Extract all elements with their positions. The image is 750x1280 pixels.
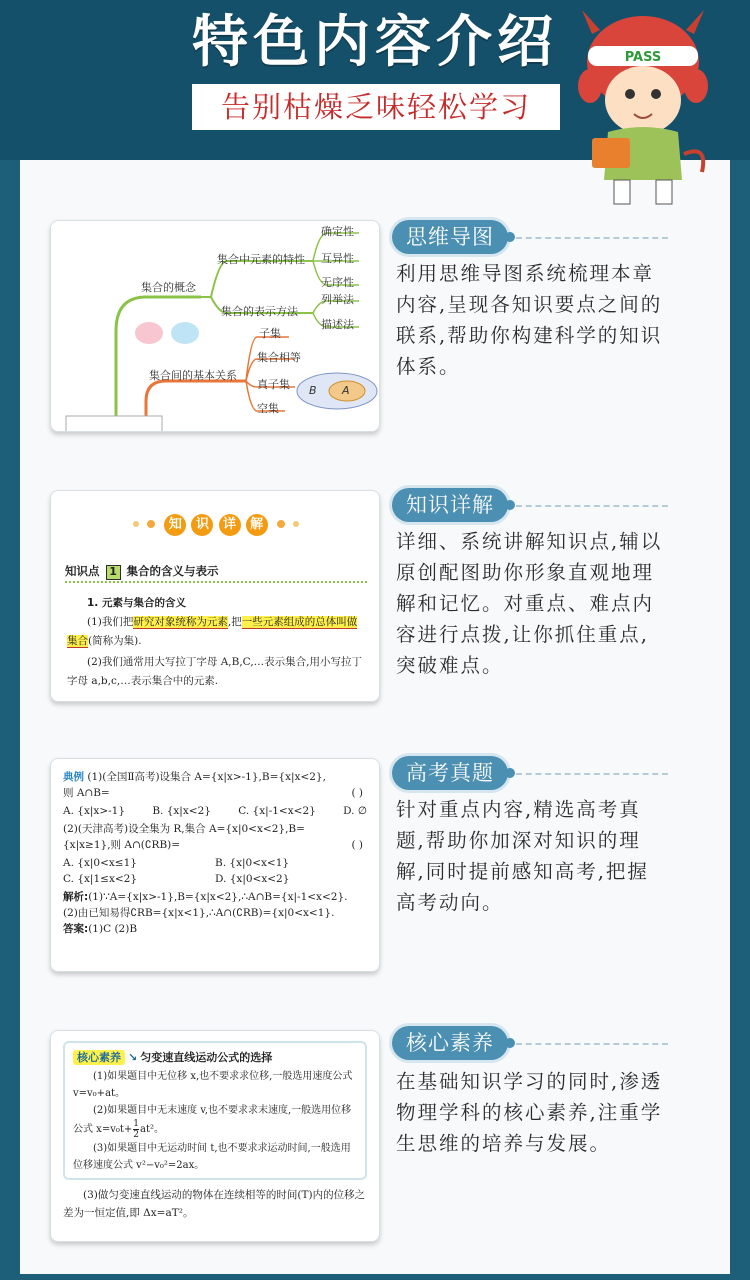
q2-blank: ( ): [351, 839, 363, 851]
arrow-icon: ↘: [128, 1051, 138, 1064]
highlight-term-3: 叫做集合: [67, 616, 358, 647]
solution-1: 解析:(1)∵A={x|x>-1},B={x|x<2},∴A∩B={x|-1<x<2}.: [63, 891, 348, 903]
banner-char: 解: [246, 514, 268, 536]
tag-dot: [505, 1038, 515, 1048]
kp-number: 1: [106, 565, 121, 580]
core-header: [73, 1049, 357, 1065]
pink-blob-icon: [135, 322, 163, 344]
mm-trait-3: 无序性: [321, 276, 354, 289]
mm-traits: 集合中元素的特性: [217, 253, 305, 266]
highlight-term-2: 一些元素组成的总体: [241, 616, 337, 628]
mindmap-root-box: [66, 416, 162, 432]
tag-divider: [516, 773, 668, 775]
banner-char: 知: [164, 514, 186, 536]
fraction: $\frac{1}{2}$: [133, 1119, 139, 1140]
mm-trait-1: 确定性: [321, 225, 354, 238]
trunk-line: [116, 297, 201, 421]
left-eye: [625, 89, 635, 99]
hat-badge-text: PASS: [624, 50, 662, 65]
tag-divider: [516, 1043, 668, 1045]
tag-dot: [505, 232, 515, 242]
mascot-illustration: [568, 4, 718, 214]
tag-divider: [516, 505, 668, 507]
kp-paragraph-2: (2)我们通常用大写拉丁字母 A,B,C,…表示集合,用小写拉丁字母 a,b,c,…表示集合中的元素.: [67, 656, 363, 687]
example-label: 典例: [63, 771, 84, 783]
banner-char: 详: [219, 514, 241, 536]
exam-description: 针对重点内容,精选高考真题,帮助你加深对知识的理解,同时提前感知高考,把握高考动向。: [396, 798, 649, 914]
tag-knowledge: 知识详解: [392, 488, 508, 522]
tag-divider: [516, 237, 668, 239]
mm-rel-4: 空集: [257, 402, 279, 415]
book: [592, 138, 630, 168]
knowledge-banner: [51, 513, 380, 536]
mindmap-card: [50, 220, 380, 432]
banner-dot-icon: [133, 521, 139, 527]
knowledge-card: [50, 490, 380, 702]
core-card: [50, 1030, 380, 1242]
mm-rel-2: 集合相等: [257, 351, 301, 364]
core-p2: (2)如果题目中无末速度 v,也不要求求末速度,一般选用位移公式 x=v₀t+ $\frac{1}{2}$ at²。: [73, 1105, 352, 1140]
mm-relation: 集合间的基本关系: [149, 369, 237, 382]
core-p3: (3)如果题目中无运动时间 t,也不要求求运动时间,一般选用位移速度公式 v²−v₀²=2ax。: [73, 1143, 351, 1171]
kp-title: 集合的含义与表示: [126, 564, 219, 578]
tag-mindmap: 思维导图: [392, 220, 508, 254]
mindmap-description: 利用思维导图系统梳理本章内容,呈现各知识要点之间的联系,帮助你构建科学的知识体系。: [396, 262, 663, 378]
face: [605, 66, 681, 134]
mm-concept: 集合的概念: [141, 281, 196, 294]
mm-trait-2: 互异性: [321, 252, 354, 265]
banner-dot-icon: [277, 520, 285, 528]
left-leg: [614, 180, 630, 204]
banner-dot-icon: [293, 521, 299, 527]
tag-core: 核心素养: [392, 1026, 508, 1060]
core-title: 匀变速直线运动公式的选择: [140, 1051, 273, 1064]
banner-char: 识: [191, 514, 213, 536]
core-p4: (3)做匀变速直线运动的物体在连续相等的时间(T)内的位移之差为一恒定值,即 Δx=aT²。: [63, 1189, 366, 1219]
kp-paragraph-1: (1)我们把研究对象统称为元素,把一些元素组成的总体叫做集合(简称为集).: [67, 616, 358, 647]
core-p1: (1)如果题目中无位移 x,也不要求求位移,一般选用速度公式 v=v₀+at。: [73, 1071, 353, 1099]
right-eye: [651, 89, 661, 99]
core-description: 在基础知识学习的同时,渗透物理学科的核心素养,注重学生思维的培养与发展。: [396, 1070, 663, 1155]
banner-dot-icon: [147, 520, 155, 528]
q2-options: A. {x|0<x≤1} B. {x|0<x<1} C. {x|1≤x<2} D. {x|0<x<2}: [63, 857, 290, 885]
left-horn: [582, 10, 600, 34]
mm-repr-1: 列举法: [321, 293, 354, 306]
kp-heading: [65, 563, 367, 583]
solution-2: (2)由已知易得∁RB={x|x<1},∴A∩(∁RB)={x|0<x<1}.: [63, 907, 335, 919]
knowledge-description: 详细、系统讲解知识点,辅以原创配图助你形象直观地理解和记忆。对重点、难点内容进行点拨,让你抓住重点,突破难点。: [396, 530, 663, 677]
right-leg: [656, 180, 672, 204]
tag-dot: [505, 768, 515, 778]
q1-text: 典例 (1)(全国Ⅱ高考)设集合 A={x|x>-1},B={x|x<2},则 A∩B= ( ): [63, 771, 363, 799]
mm-rel-3: 真子集: [257, 378, 290, 391]
right-horn: [686, 10, 704, 34]
page-subtitle: 告别枯燥乏味轻松学习: [192, 84, 560, 130]
mm-repr-2: 描述法: [321, 318, 354, 331]
right-ear-flap: [684, 69, 708, 103]
core-box: [63, 1041, 367, 1180]
highlight-term-1: 研究对象统称为元素: [133, 616, 228, 628]
left-ear-flap: [578, 69, 602, 103]
answer-line: 答案:(1)C (2)B: [63, 923, 138, 935]
q1-options: A. {x|x>-1} B. {x|x<2} C. {x|-1<x<2} D. ∅: [63, 805, 367, 817]
tail: [684, 151, 703, 172]
q2-text: (2)(天津高考)设全集为 R,集合 A={x|0<x<2},B={x|x≥1},则 A∩(∁RB)= ( ): [63, 823, 363, 851]
q1-blank: ( ): [351, 787, 363, 799]
tag-exam: 高考真题: [392, 756, 508, 790]
kp-section-title: 1. 元素与集合的含义: [87, 597, 186, 609]
relation-branch: [146, 381, 246, 421]
venn-a-label: A: [342, 384, 350, 397]
venn-b-label: B: [309, 384, 317, 397]
page-title: 特色内容介绍: [192, 10, 558, 75]
kp-label: 知识点: [65, 564, 100, 578]
blue-blob-icon: [171, 322, 199, 344]
tag-dot: [505, 500, 515, 510]
core-badge: 核心素养: [73, 1050, 125, 1065]
exam-card: [50, 758, 380, 972]
mm-rel-1: 子集: [259, 327, 281, 340]
mm-repr: 集合的表示方法: [221, 305, 298, 318]
